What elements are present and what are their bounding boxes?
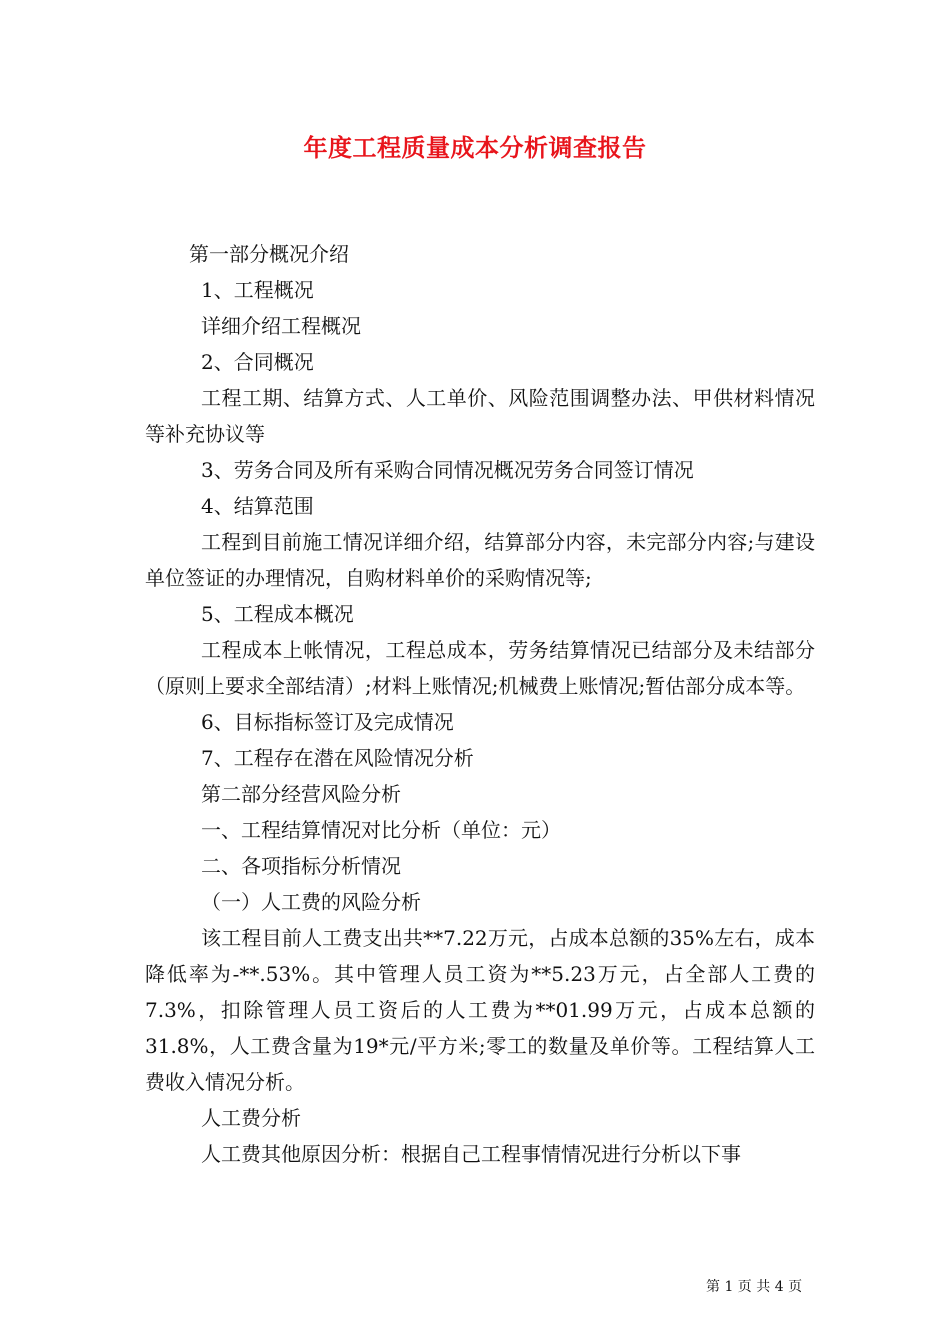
paragraph-settlement: 工程到目前施工情况详细介绍，结算部分内容，未完部分内容;与建设单位签证的办理情况，自购材料单价的采购情况等; [145, 530, 815, 590]
paragraph-cost: 工程成本上帐情况，工程总成本，劳务结算情况已结部分及未结部分（原则上要求全部结清）;材料上账情况;机械费上账情况;暂估部分成本等。 [145, 638, 815, 698]
paragraph-contract: 工程工期、结算方式、人工单价、风险范围调整办法、甲供材料情况等补充协议等 [145, 386, 815, 446]
item-heading: 2、合同概况 [201, 350, 314, 374]
section-heading: 第二部分经营风险分析 [201, 782, 401, 806]
item-heading: 3、劳务合同及所有采购合同情况概况劳务合同签订情况 [201, 458, 694, 482]
item-text: 人工费其他原因分析：根据自己工程事情情况进行分析以下事 [201, 1142, 741, 1166]
item-text: 详细介绍工程概况 [201, 314, 361, 338]
item-heading: 4、结算范围 [201, 494, 314, 518]
page-number: 第 1 页 共 4 页 [706, 1279, 803, 1295]
item-heading: （一）人工费的风险分析 [201, 890, 421, 914]
item-heading: 6、目标指标签订及完成情况 [201, 710, 454, 734]
document-body [145, 236, 815, 1172]
paragraph-labor-cost: 该工程目前人工费支出共**7.22万元，占成本总额的35%左右，成本降低率为-**.53%。其中管理人员工资为**5.23万元，占全部人工费的7.3%，扣除管理人员工资后的人工费为**01.99万元，占成本总额的31.8%，人工费含量为19*元/平方米;零工的数量及单价等。工程结算人工费收入情况分析。 [145, 926, 815, 1094]
item-heading: 一、工程结算情况对比分析（单位：元） [201, 818, 561, 842]
item-heading: 1、工程概况 [201, 278, 314, 302]
item-heading: 人工费分析 [201, 1106, 301, 1130]
item-heading: 二、各项指标分析情况 [201, 854, 401, 878]
document-title: 年度工程质量成本分析调查报告 [303, 133, 647, 162]
section-heading: 第一部分概况介绍 [189, 242, 349, 266]
item-heading: 5、工程成本概况 [201, 602, 354, 626]
item-heading: 7、工程存在潜在风险情况分析 [201, 746, 474, 770]
